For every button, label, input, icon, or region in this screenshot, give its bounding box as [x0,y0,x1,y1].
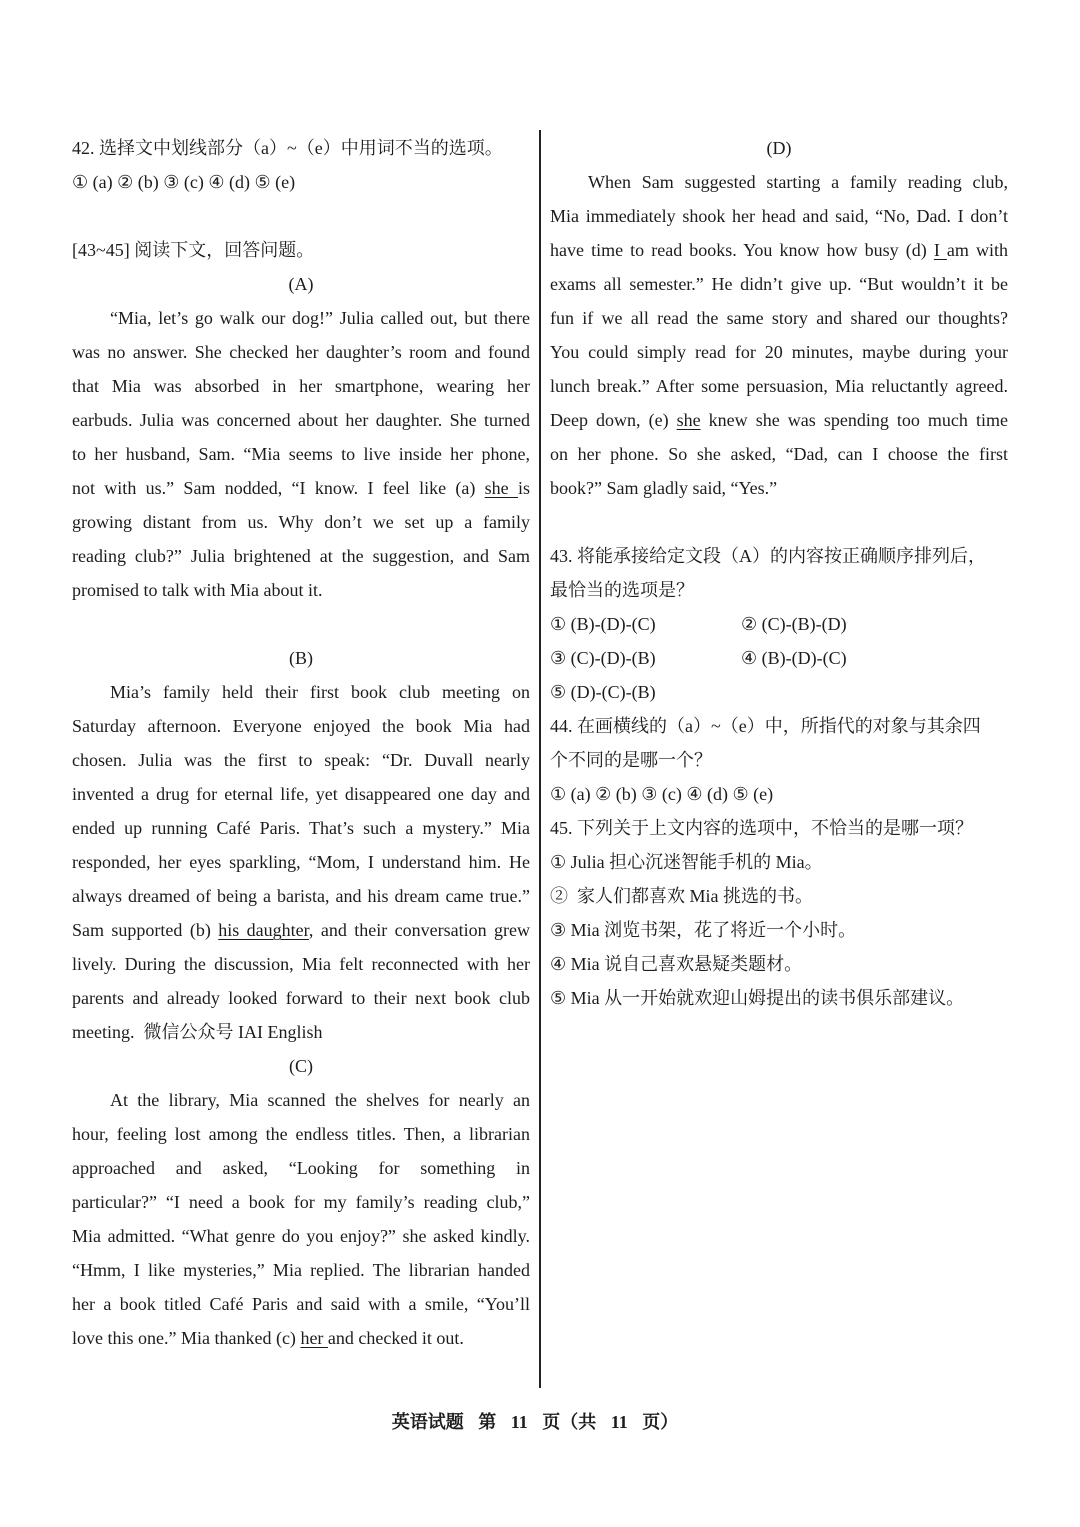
passage-b-line: lively. During the discussion, Mia felt reconnected with her [72,954,530,974]
passage-b-line: ended up running Café Paris. That’s such a mystery.” Mia [72,818,530,838]
question-43-option: ② (C)-(B)-(D) [741,614,847,634]
underlined-pronoun-b: his daughter [218,920,309,940]
underlined-pronoun-d: I [933,240,947,260]
line-text: am with [946,240,1008,260]
passage-a-label: (A) [288,274,314,294]
question-44-options: ① (a) ② (b) ③ (c) ④ (d) ⑤ (e) [550,784,774,804]
question-43-option-row [550,675,1008,709]
passage-b-line: meeting. 微信公众号 IAI English [72,1022,323,1042]
line-text: Sam supported (b) [72,920,219,940]
passage-c-line: Mia admitted. “What genre do you enjoy?” she asked kindly. [72,1226,530,1246]
passage-d-line: You could simply read for 20 minutes, maybe during your [550,342,1008,362]
left-column [72,131,530,1355]
passage-c-line [72,1321,530,1355]
passage-d-line [550,233,1008,267]
question-43-option-row [550,641,1008,675]
right-column [550,131,1008,1015]
passage-c-label: (C) [289,1056,313,1076]
passage-d-line: Mia immediately shook her head and said, “No, Dad. I don’t [550,206,1008,226]
passage-c-line: At the library, Mia scanned the shelves for nearly an [110,1090,530,1110]
line-text: is [517,478,530,498]
passage-b-line: invented a drug for eternal life, yet disappeared one day and [72,784,530,804]
passage-d-label: (D) [766,138,792,158]
passage-b-line: chosen. Julia was the first to speak: “Dr. Duvall nearly [72,750,530,770]
passage-b-line: responded, her eyes sparkling, “Mom, I understand him. He [72,852,530,872]
passage-a-line: was no answer. She checked her daughter’s room and found [72,342,530,362]
underlined-pronoun-c: her [300,1328,328,1348]
question-45-option: ② 家人们都喜欢 Mia 挑选的书。 [550,886,813,906]
blank-line [72,607,530,641]
passage-b-line: Saturday afternoon. Everyone enjoyed the book Mia had [72,716,530,736]
passage-c-line: particular?” “I need a book for my family’s reading club,” [72,1192,530,1212]
passage-c-line: “Hmm, I like mysteries,” Mia replied. The librarian handed [72,1260,530,1280]
passage-a-line: “Mia, let’s go walk our dog!” Julia called out, but there [110,308,530,328]
passage-a-line: to her husband, Sam. “Mia seems to live inside her phone, [72,444,530,464]
question-45-option: ① Julia 担心沉迷智能手机的 Mia。 [550,852,823,872]
question-43-stem: 43. 将能承接给定文段（A）的内容按正确顺序排列后， [550,546,986,566]
passage-b-line: Mia’s family held their first book club meeting on [110,682,530,702]
question-42-options: ① (a) ② (b) ③ (c) ④ (d) ⑤ (e) [72,172,296,192]
question-43-option: ④ (B)-(D)-(C) [741,648,847,668]
question-43-option: ③ (C)-(D)-(B) [550,648,656,668]
passage-a-line [72,471,530,505]
question-44-stem: 个不同的是哪一个？ [550,750,712,770]
line-text: knew she was spending too much time [700,410,1008,430]
underlined-pronoun-a: she [484,478,518,498]
question-45-option: ③ Mia 浏览书架，花了将近一个小时。 [550,920,857,940]
passage-d-line: When Sam suggested starting a family reading club, [588,172,1008,192]
passage-b-line [72,913,530,947]
question-44-stem: 44. 在画横线的（a）~（e）中，所指代的对象与其余四 [550,716,981,736]
question-42-stem: 42. 选择文中划线部分（a）~（e）中用词不当的选项。 [72,138,503,158]
passage-a-line: growing distant from us. Why don’t we set up a family [72,512,530,532]
passage-c-line: approached and asked, “Looking for something in [72,1158,530,1178]
passage-c-line: hour, feeling lost among the endless titles. Then, a librarian [72,1124,530,1144]
passage-a-line: earbuds. Julia was concerned about her daughter. She turned [72,410,530,430]
reading-instruction: [43~45] 阅读下文，回答问题。 [72,240,315,260]
passage-a-line: reading club?” Julia brightened at the suggestion, and Sam [72,546,530,566]
question-43-stem: 最恰当的选项是？ [550,580,694,600]
passage-b-label: (B) [289,648,313,668]
column-divider [539,130,541,1388]
passage-d-line: exams all semester.” He didn’t give up. “But wouldn’t it be [550,274,1008,294]
line-text: not with us.” Sam nodded, “I know. I feel like (a) [72,478,485,498]
blank-line [72,199,530,233]
passage-a-line: promised to talk with Mia about it. [72,580,323,600]
passage-d-line: lunch break.” After some persuasion, Mia reluctantly agreed. [550,376,1008,396]
line-text: Deep down, (e) [550,410,677,430]
passage-d-line: on her phone. So she asked, “Dad, can I choose the first [550,444,1008,464]
blank-line [550,505,1008,539]
question-45-option: ⑤ Mia 从一开始就欢迎山姆提出的读书俱乐部建议。 [550,988,965,1008]
line-text: and checked it out. [327,1328,464,1348]
passage-d-line [550,403,1008,437]
question-45-option: ④ Mia 说自己喜欢悬疑类题材。 [550,954,803,974]
question-43-option-row [550,607,1008,641]
passage-a-line: that Mia was absorbed in her smartphone, wearing her [72,376,530,396]
page-footer: 英语试题 第 11 页（共 11 页） [391,1412,679,1432]
line-text: have time to read books. You know how busy (d) [550,240,934,260]
passage-b-line: parents and already looked forward to their next book club [72,988,530,1008]
passage-d-line: book?” Sam gladly said, “Yes.” [550,478,778,498]
question-43-option: ⑤ (D)-(C)-(B) [550,682,656,702]
line-text: , and their conversation grew [308,920,531,940]
line-text: love this one.” Mia thanked (c) [72,1328,301,1348]
question-43-option: ① (B)-(D)-(C) [550,614,656,634]
underlined-pronoun-e: she [676,410,701,430]
passage-b-line: always dreamed of being a barista, and his dream came true.” [72,886,530,906]
passage-c-line: her a book titled Café Paris and said with a smile, “You’ll [72,1294,530,1314]
question-45-stem: 45. 下列关于上文内容的选项中，不恰当的是哪一项？ [550,818,973,838]
passage-d-line: fun if we all read the same story and shared our thoughts? [550,308,1008,328]
